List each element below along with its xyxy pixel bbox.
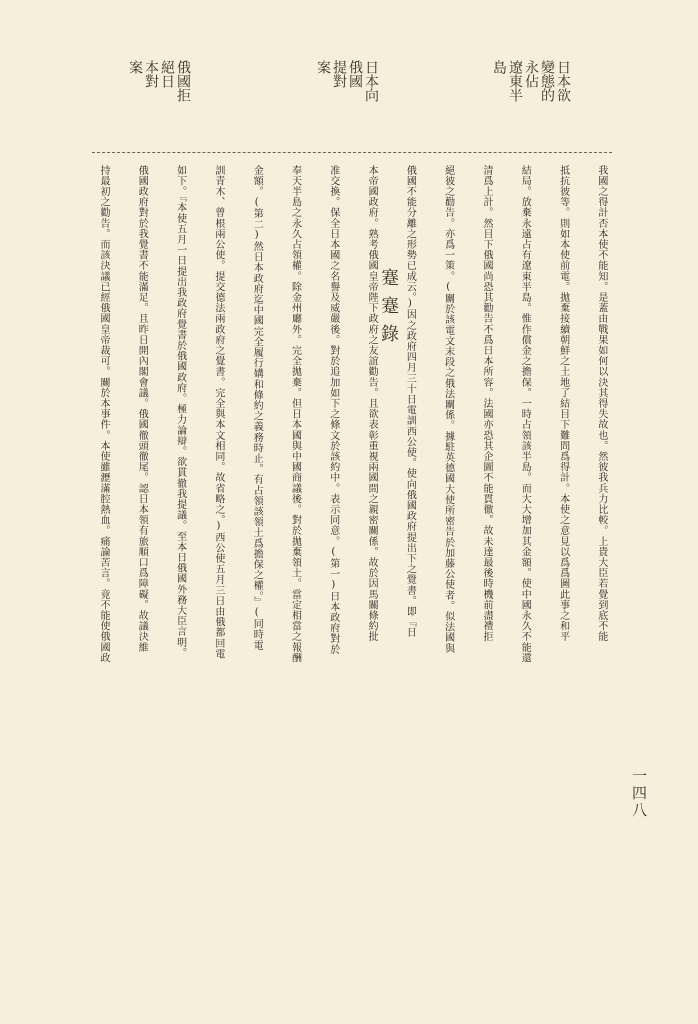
marginal-note-column: 遼東半 [507,60,523,102]
text-column: 持最初之勸告。而該決議已經俄國皇帝裁可。關於本事件。本使雖瀝滿腔熱血。痛論苦言。竟不能使俄國政 [98,165,109,664]
text-column: 我國之得計否本使不能知。是蓋由戰果如何以決其得失故也。然彼我兵力比較。上貴大臣若覺到底不能 [595,165,607,642]
text-column: 如下。『本使五月一日提出我政府覺書於俄國政府。極力論辯。欲貫徹我提議。至本日俄國外務大臣言明。 [174,165,186,659]
page-number: 一四八 [630,768,648,819]
text-column: 准交換。保全日本國之名譽及威嚴後。對於追加如下之條文於該約中。表示同意。(第一)日本政府對於 [327,165,339,655]
text-column: 結局。放棄永遠占有遼東半島。惟作償金之擔保。一時占領該半島。而大大增加其金額。使中國永久不能還 [519,165,531,664]
marginal-note-column: 島 [491,60,507,74]
marginal-note-column: 變態的 [539,60,555,102]
marginal-note-column: 案 [127,60,143,74]
body-text [92,165,612,970]
text-column: 俄國政府對於我覺書不能滿足。且昨日開內閣會議。俄國徹頭徹尾。認日本領有旅順口爲障礙。故議決維 [136,165,148,653]
marginal-note-column: 絕日 [159,60,175,88]
marginal-note-column: 俄國拒 [175,60,191,102]
marginal-note-2 [316,60,378,102]
marginal-note-column: 日本向 [363,60,379,102]
text-column: 奉天半島之永久占領權。除金州廳外。完全拋棄。但日本國與中國商議後。對於拋棄領土。當定相當之報酬 [289,165,301,664]
text-column: 清爲上計。然目下俄國尚恐其勸告不爲日本所容。法國亦恐其企圖不能貫徹。故未達最後時機前盡禮拒 [480,165,492,642]
marginal-note-column: 俄國 [347,60,363,88]
marginal-note-column: 案 [315,60,331,74]
marginal-note-1 [492,60,570,102]
marginal-note-column: 提對 [331,60,347,88]
header-divider [92,152,612,153]
marginal-notes [100,60,571,155]
text-column: 俄國不能分離之形勢已成云。)因之政府四月三十日電訓西公使。使向俄國政府提出下之覺書。即『日 [404,165,416,638]
marginal-note-column: 日本欲 [555,60,571,102]
text-column: 抵抗彼等。則如本使前電。拋棄接續朝鮮之土地了結目下難問爲得計。本使之意見以爲爲圖此事之和平 [557,165,569,642]
marginal-note-column: 永佔 [523,60,539,88]
marginal-note-3 [128,60,190,102]
text-column: 本帝國政府。熟考俄國皇帝陛下政府之友誼勸告。且欲表彰重視兩國間之親密關係。故於因馬關條約批 [366,165,378,642]
running-title: 蹇蹇錄 [378,268,399,352]
text-column: 金額。(第二)然日本政府迄中國完全履行媾和條約之義務時止。有占領該領土爲擔保之權。』(同時電 [251,165,263,651]
marginal-note-column: 本對 [143,60,159,88]
text-column: 絕彼之勸告。亦爲一策。(關於該電文末段之俄法關係。據駐英德國大使所密告於加藤公使者。似法國與 [442,165,454,654]
text-column: 訓青木、曾根兩公使。提交德法兩政府之覺書。完全與本文相同。故省略之。)西公使五月三日由俄都回電 [212,165,224,660]
